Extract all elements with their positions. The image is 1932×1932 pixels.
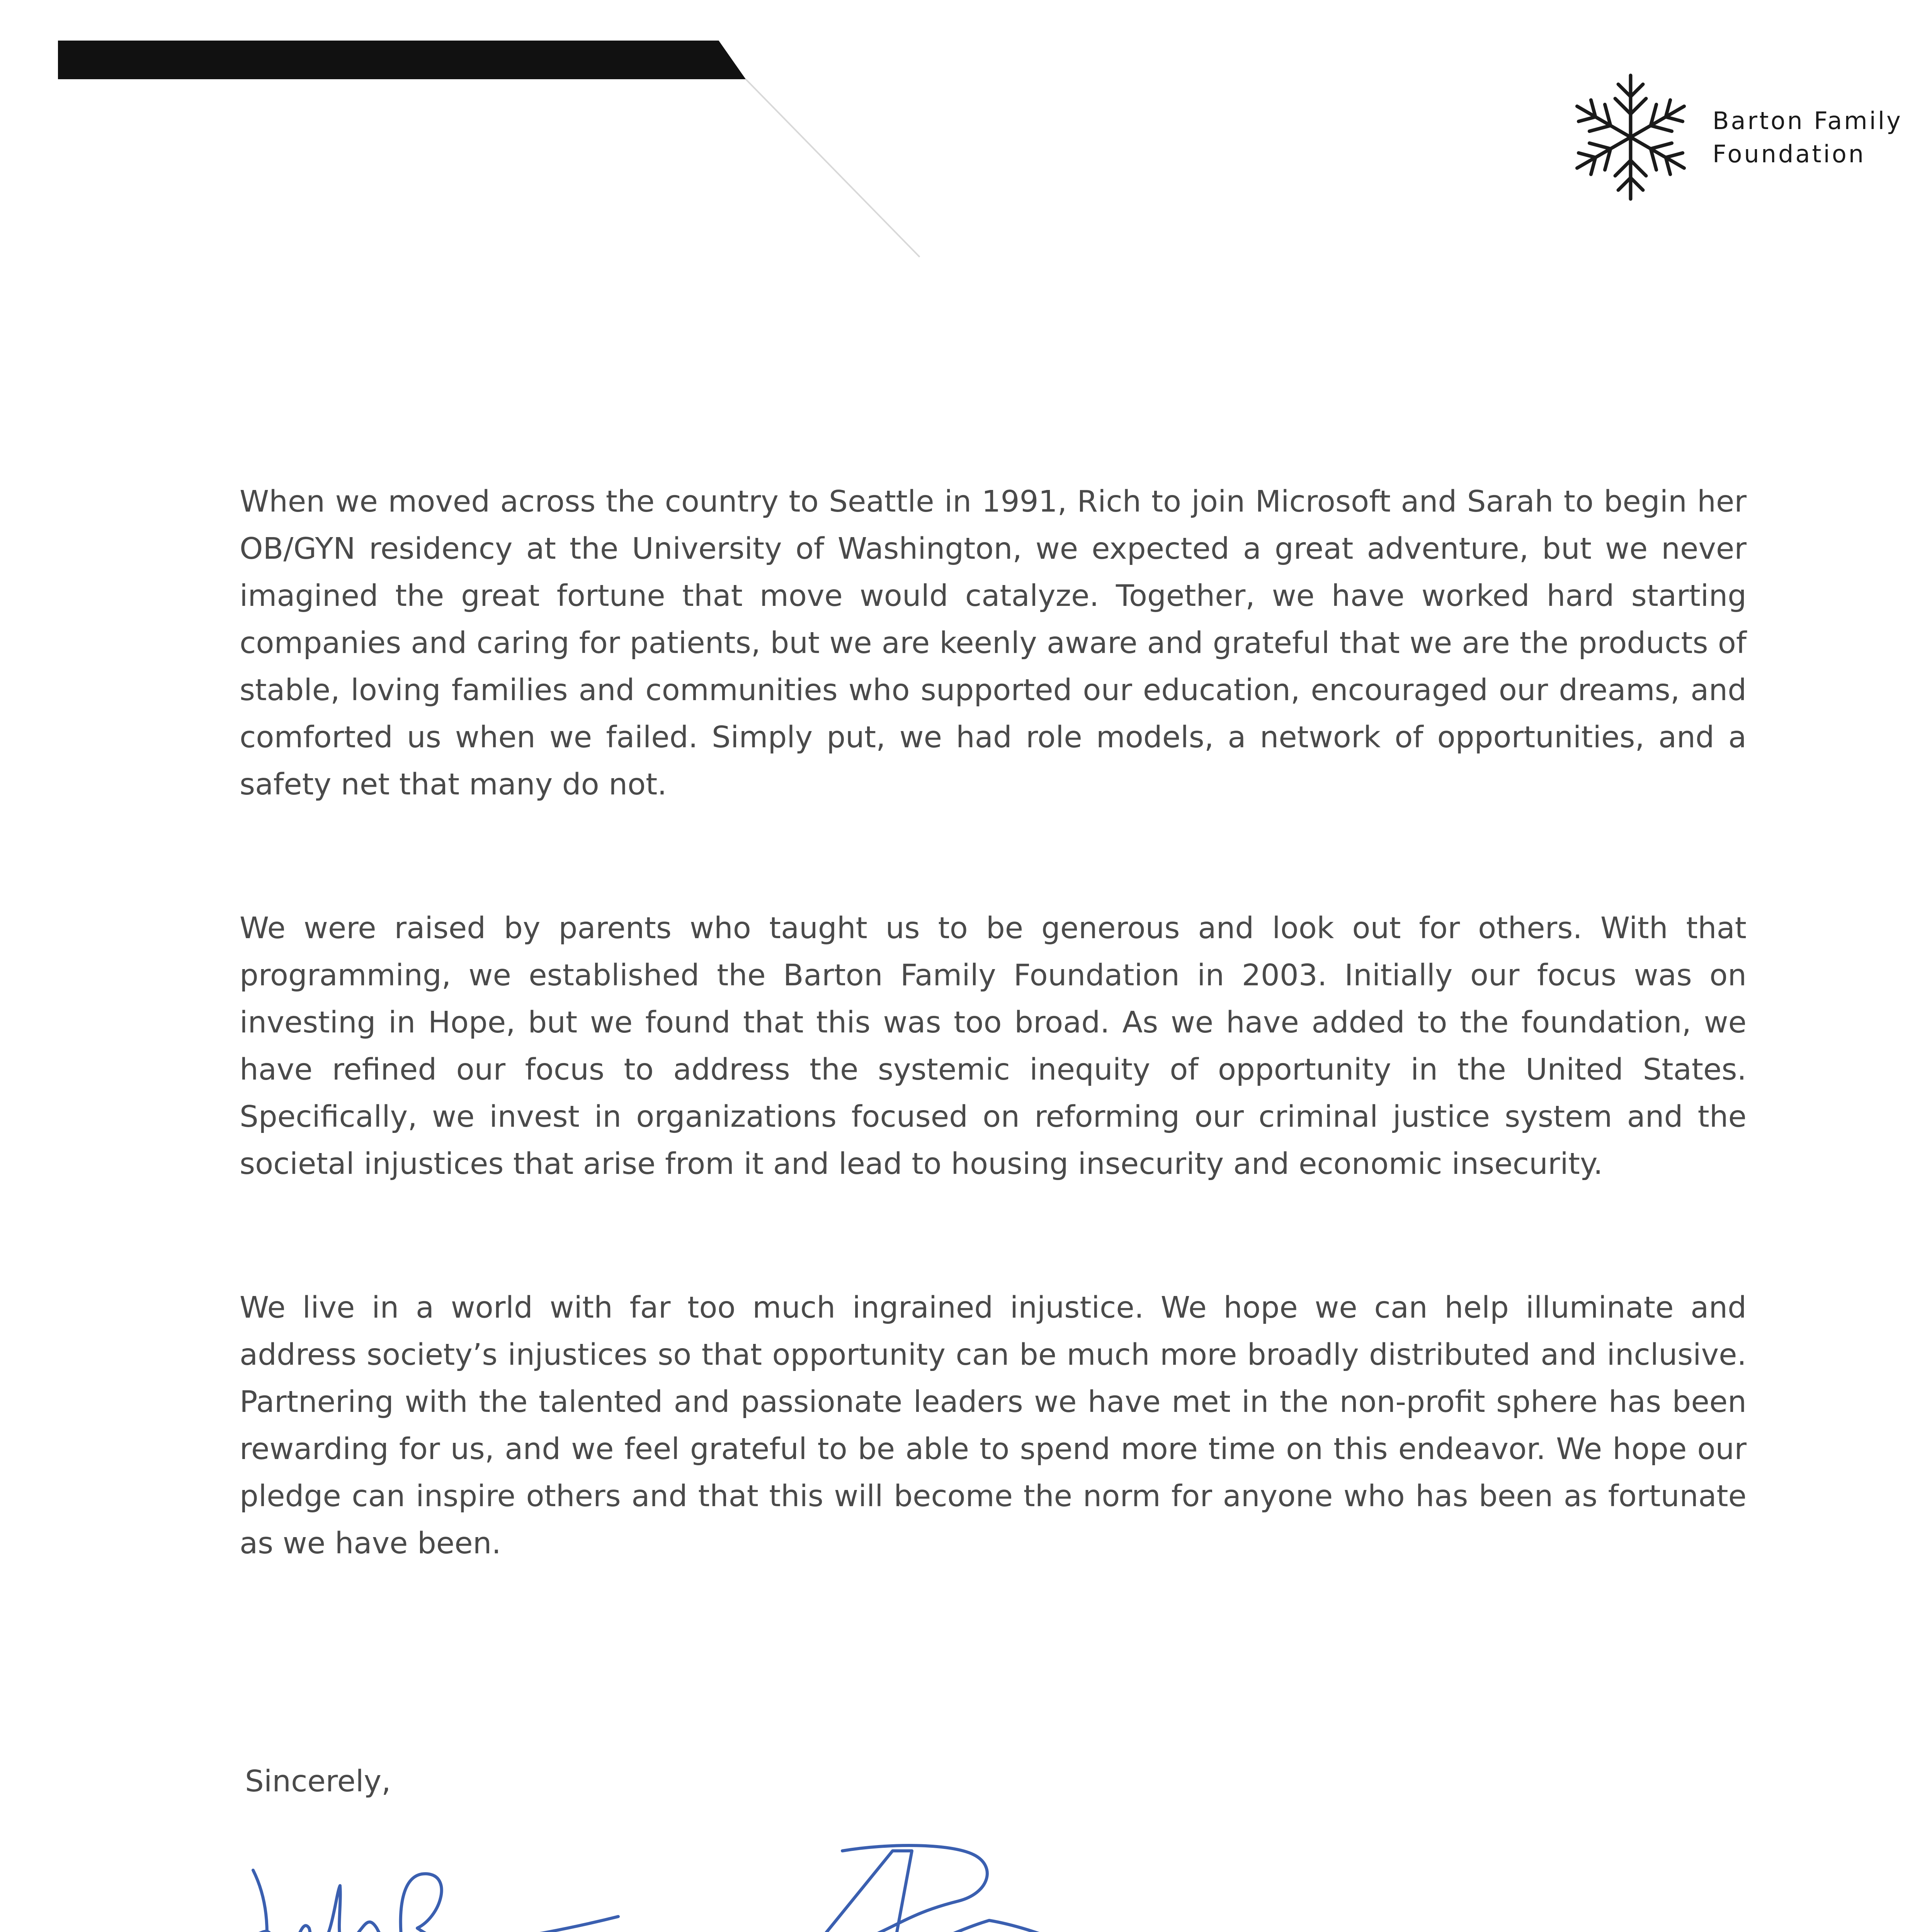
letter-paragraph-2: We were raised by parents who taught us to be generous and look out for others. With that programming, we established the Barton Family Foundation in 2003. Initially our focus was on investing in Hope, but we found that this was too broad. As we have added to the foundation, we have refined our focus to address the systemic inequity of opportunity in the United States. Specifically, we invest in organizations focused on reforming our criminal justice system and the societal injustices that arise from it and lead to housing insecurity and economic insecurity. [240,911,1747,1181]
snowflake-icon [1569,75,1692,199]
signature-sarah-icon [211,1870,618,1932]
top-fold-line [746,79,920,257]
letter-paragraph-3: We live in a world with far too much ingrained injustice. We hope we can help illuminate and address society’s injustices so that opportunity can be much more broadly distributed and inclusive. Partnering with the talented and passionate leaders we have met in the non-profit sphere has been rewarding for us, and we feel grateful to be able to spend more time on this endeavor. We hope our pledge can inspire others and that this will become the norm for anyone who has been as fortunate as we have been. [240,1291,1747,1561]
foundation-name-line2: Foundation [1713,140,1866,168]
foundation-logo-text [1713,104,1903,171]
letter-closing: Sincerely, [245,1764,391,1799]
signature-rich-icon [792,1845,1148,1932]
foundation-name-line1: Barton Family [1713,107,1903,135]
letter-paragraph-1: When we moved across the country to Seattle in 1991, Rich to join Microsoft and Sarah to begin her OB/GYN residency at the University of Washington, we expected a great adventure, but we never imagined the great fortune that move would catalyze. Together, we have worked hard starting companies and caring for patients, but we are keenly aware and grateful that we are the products of stable, loving families and communities who supported our education, encouraged our dreams, and comforted us when we failed. Simply put, we had role models, a network of opportunities, and a safety net that many do not. [240,485,1747,802]
top-black-bar [58,41,746,79]
letter-body [240,478,1747,1664]
